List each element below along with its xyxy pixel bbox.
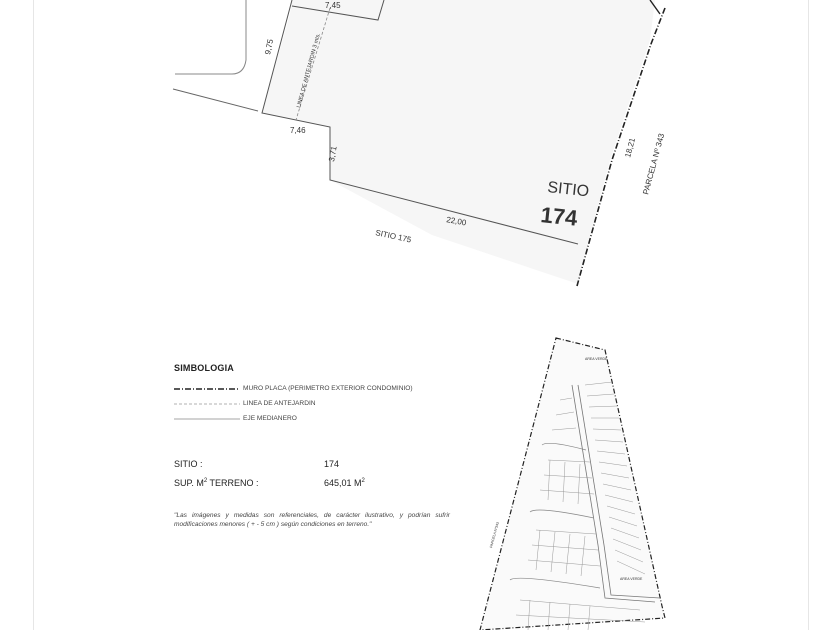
lot-174-area [262, 0, 655, 284]
dim-top: 7,45 [325, 1, 341, 10]
sup-label-a: SUP. M [174, 478, 204, 488]
sup-label [174, 478, 259, 488]
sup-value-a: 645,01 M [324, 478, 362, 488]
road-curve [175, 0, 246, 74]
sup-label-exp: 2 [203, 478, 208, 484]
minimap-area-top: AREA VERDE [585, 357, 608, 361]
minimap-outline [480, 338, 665, 630]
disclaimer-note: "Las imágenes y medidas son referenciales, de carácter ilustrativo, y podrían sufrir modificaciones menores ( + - 5 cm ) según condiciones en terreno." [174, 512, 450, 528]
site-label: SITIO [546, 179, 590, 201]
neighbor-bottom: SITIO 175 [374, 228, 413, 245]
dim-right: 18,21 [623, 136, 638, 159]
legend-label-eje: EJE MEDIANERO [243, 415, 297, 422]
legend-label-wall: MURO PLACA (PERIMETRO EXTERIOR CONDOMINIO) [243, 385, 413, 392]
legend-title: SIMBOLOGIA [174, 363, 234, 373]
sitio-label: SITIO : [174, 459, 203, 469]
sup-value-exp: 2 [361, 478, 365, 484]
condominium-minimap [480, 338, 665, 630]
sup-label-b: TERRENO : [207, 478, 259, 488]
antejardin-text: LINEA DE ANTEJARDIN 3 mts. [296, 32, 322, 109]
neighbor-right: PARCELA Nº 343 [641, 132, 667, 196]
minimap-area-bottom: AREA VERDE [620, 577, 643, 581]
site-number: 174 [539, 202, 579, 231]
legend-label-antejardin: LINEA DE ANTEJARDIN [243, 400, 316, 407]
dim-middle-horizontal: 7,46 [290, 126, 306, 135]
dim-step-vertical: 3,71 [327, 145, 339, 163]
dim-bottom: 22,00 [445, 215, 467, 228]
dim-left-vertical: 9,75 [263, 38, 276, 56]
sup-value [324, 478, 365, 488]
road-edge [173, 89, 258, 111]
minimap-side-label: PARCELA Nº343 [489, 521, 500, 549]
sitio-value: 174 [324, 459, 340, 469]
